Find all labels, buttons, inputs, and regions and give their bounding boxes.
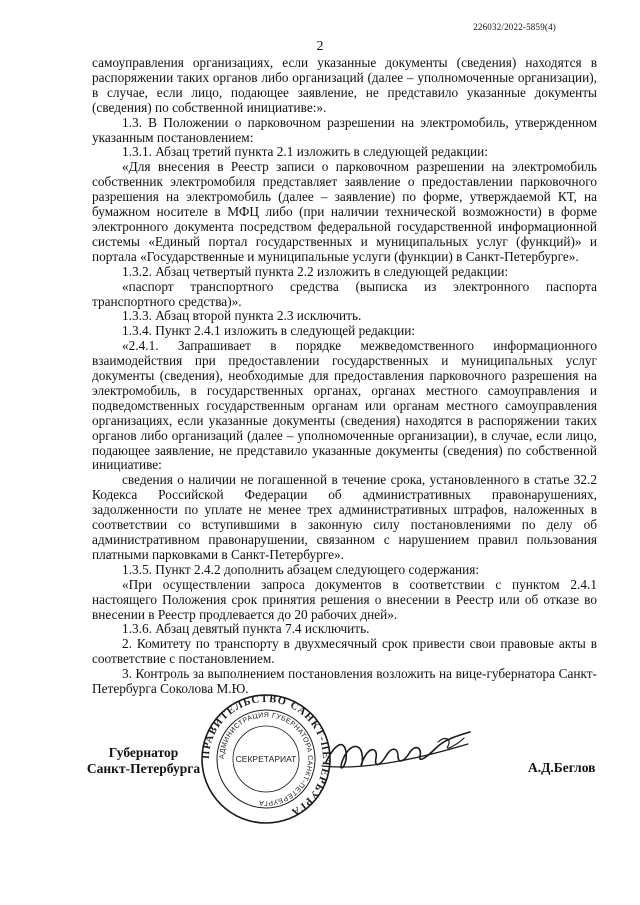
handwritten-signature [318,722,478,792]
paragraph: 1.3.4. Пункт 2.4.1 изложить в следующей редакции: [122,323,416,339]
signer-title [86,745,201,777]
page-number: 2 [316,39,324,54]
paragraph: 1.3.2. Абзац четвертый пункта 2.2 изложить в следующей редакции: [122,263,509,279]
paragraph: «При осуществлении запроса документов в соответствии с пунктом 2.4.1 настоящего Положения срок принятия решения о внесении в Реестр или об отказе во внесении в Реестр продлевается до 20 рабочих дней». [92,576,597,622]
paragraph: «Для внесения в Реестр записи о парковочном разрешении на электромобиль собственник электромобиля представляет заявление о предоставлении парковочного разрешения на электромобиль (далее – заявление) по форме, утверждаемой КТ, на бумажном носителе в МФЦ либо (при наличии технической возможности) в форме электронного документа посредством федеральной государственной информационной системы «Единый портал государственных и муниципальных услуг (функций)» и портала «Государственные и муниципальные услуги (функции) в Санкт-Петербурге». [92,159,597,264]
paragraph: 1.3.3. Абзац второй пункта 2.3 исключить. [122,308,362,324]
paragraph: сведения о наличии не погашенной в течение срока, установленного в статье 32.2 Кодекса Российской Федерации об административных правонарушениях, задолженности по уплате не менее трех административных штрафов, наложенных в соответствии со вступившими в законную силу постановлениями по делу об административном правонарушении, связанном с нарушением правил пользования платными парковками в Санкт-Петербурге». [92,472,597,562]
official-seal [200,693,332,825]
paragraph: самоуправления организациях, если указанные документы (сведения) находятся в распоряжении таких органов либо организаций (далее – уполномоченные организации), в случае, если лицо, подающее заявление, не представило указанные документы (сведения) по собственной инициативе:». [92,55,597,115]
seal-center-text: СЕКРЕТАРИАТ [235,754,297,764]
paragraph: 1.3.5. Пункт 2.4.2 дополнить абзацем следующего содержания: [122,561,480,577]
document-code: 226032/2022-5859(4) [473,22,556,32]
paragraph: 1.3. В Положении о парковочном разрешении на электромобиль, утвержденном указанным постановлением: [92,114,597,145]
paragraph: 1.3.1. Абзац третий пункта 2.1 изложить в следующей редакции: [122,144,488,160]
signer-title-line-1: Губернатор [108,745,179,760]
seal-outer-text: ПРАВИТЕЛЬСТВО САНКТ-ПЕТЕРБУРГА [200,693,332,818]
paragraph: 1.3.6. Абзац девятый пункта 7.4 исключить. [122,621,370,637]
paragraph: «паспорт транспортного средства (выписка из электронного паспорта транспортного средства)». [92,278,597,309]
signer-name: А.Д.Беглов [528,760,596,775]
paragraph: «2.4.1. Запрашивает в порядке межведомственного информационного взаимодействия при предоставлении государственных и муниципальных услуг документы (сведения), необходимые для предоставления парковочного разрешения на электромобиль, в государственных органах, органах местного самоуправления и подведомственных государственным органам или органам местного самоуправления организациях, если указанные документы (сведения) находятся в распоряжении таких органов либо организаций (далее – уполномоченные организации), в случае, если лицо, подающее заявление, не представило указанные документы (сведения) по собственной инициативе: [92,338,597,473]
signer-title-line-2: Санкт-Петербурга [86,761,201,776]
paragraph: 3. Контроль за выполнением постановления возложить на вице-губернатора Санкт-Петербурга Соколова М.Ю. [92,666,597,697]
document-body [92,56,597,697]
seal-inner-text: АДМИНИСТРАЦИЯ ГУБЕРНАТОРА САНКТ-ПЕТЕРБУРГА [218,711,314,807]
paragraph: 2. Комитету по транспорту в двухмесячный срок привести свои правовые акты в соответствие с постановлением. [92,636,597,667]
